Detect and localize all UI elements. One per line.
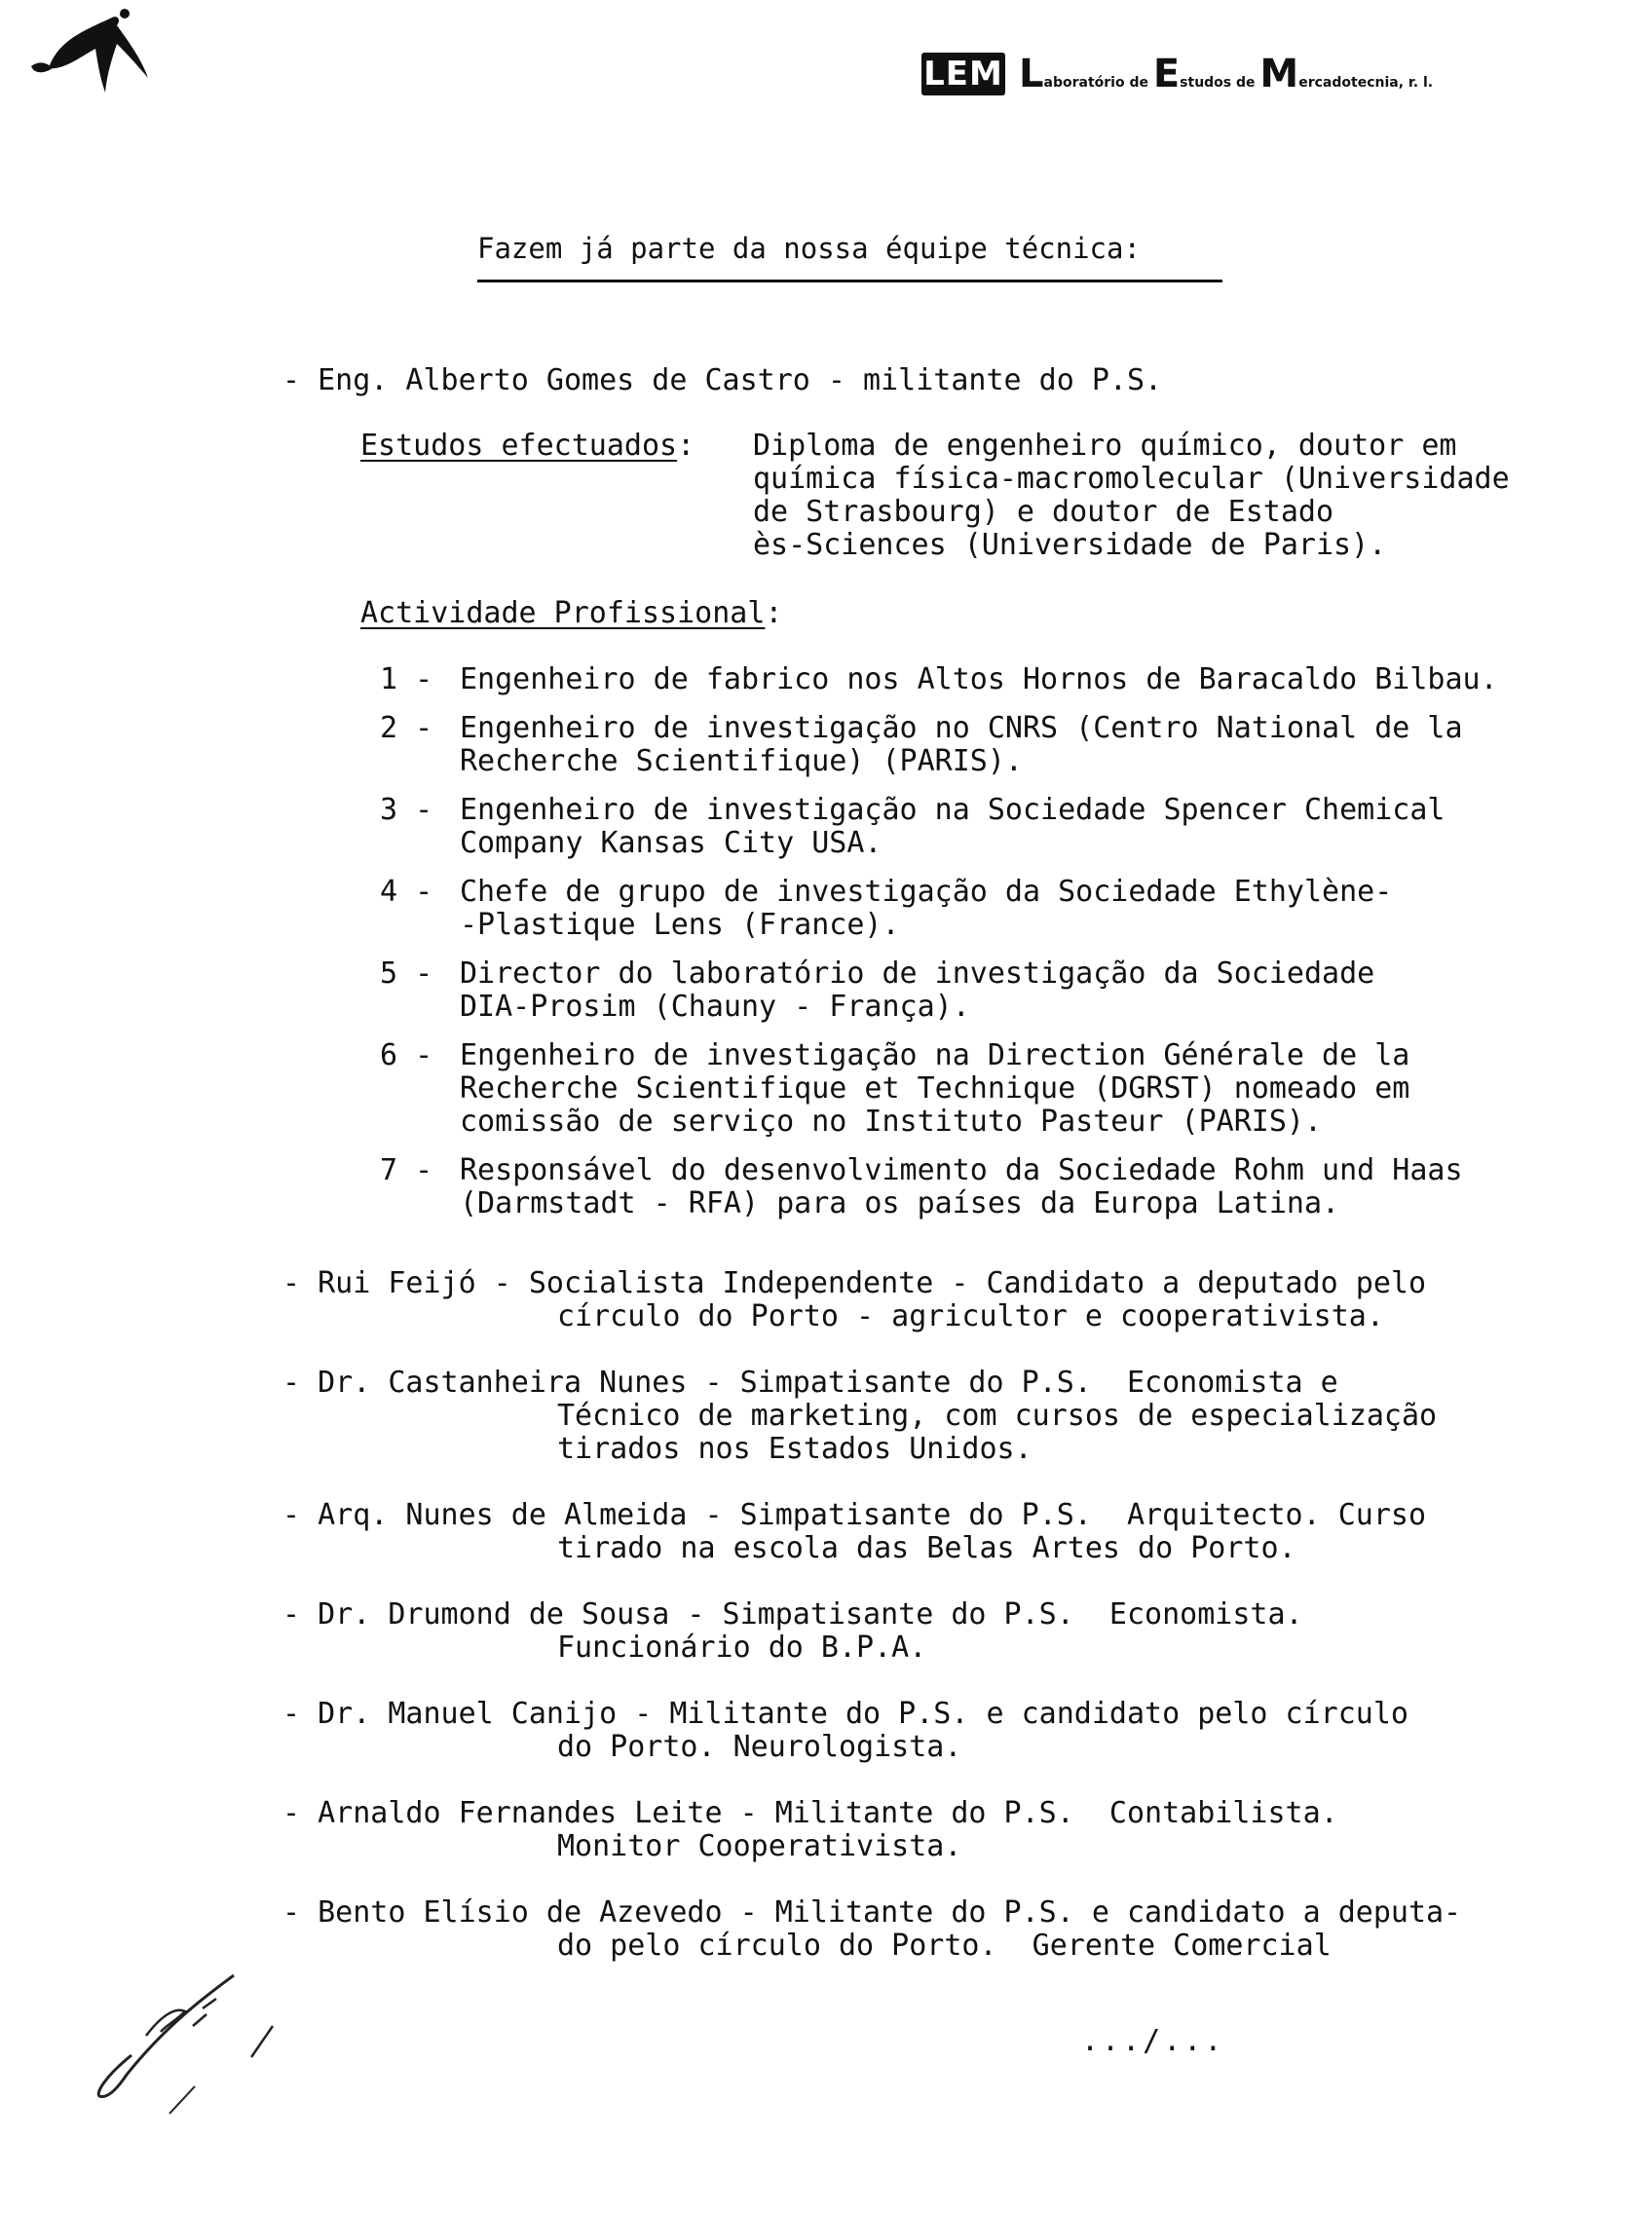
activity-line: Recherche Scientifique) (PARIS). [460,744,1023,778]
ink-blot-mark [19,0,156,107]
activity-number: 5 - [380,956,433,991]
member-line: - Bento Elísio de Azevedo - Militante do P.S. e candidato a deputa- [282,1895,1462,1930]
activity-line: comissão de serviço no Instituto Pasteur (PARIS). [460,1105,1323,1139]
member-line: - Arq. Nunes de Almeida - Simpatisante do P.S. Arquitecto. Curso [282,1498,1426,1532]
activity-line: Engenheiro de investigação na Sociedade Spencer Chemical [460,793,1446,827]
activity-heading: Actividade Profissional: [360,596,783,630]
member-line: - Dr. Manuel Canijo - Militante do P.S. e candidato pelo círculo [282,1697,1408,1731]
activity-line: Engenheiro de investigação na Direction Générale de la [460,1038,1410,1072]
member-line: do pelo círculo do Porto. Gerente Comercial [557,1929,1332,1963]
studies-heading: Estudos efectuados: [360,429,713,463]
activity-line: Chefe de grupo de investigação da Sociedade Ethylène- [460,875,1393,909]
activity-number: 7 - [380,1153,433,1187]
activity-line: Engenheiro de fabrico nos Altos Hornos de Baracaldo Bilbau. [460,662,1498,696]
member-line: tirado na escola das Belas Artes do Porto. [557,1531,1296,1565]
member-line: círculo do Porto - agricultor e cooperativista. [557,1299,1384,1333]
activity-line: (Darmstadt - RFA) para os países da Europa Latina. [460,1186,1340,1220]
activity-number: 1 - [380,662,433,696]
member-line: tirados nos Estados Unidos. [557,1432,1032,1466]
company-name: Laboratório de Estudos de Mercadotecnia, r. l. [1019,52,1434,96]
member-line: - Dr. Drumond de Sousa - Simpatisante do P.S. Economista. [282,1597,1303,1632]
studies-line: ès-Sciences (Universidade de Paris). [753,528,1387,562]
activity-line: Engenheiro de investigação no CNRS (Centro National de la [460,711,1463,745]
title-underline [477,280,1222,282]
member-line: Monitor Cooperativista. [557,1829,962,1863]
handwritten-signature [88,1968,302,2123]
document-title: Fazem já parte da nossa équipe técnica: [477,232,1141,265]
member-line: - Rui Feijó - Socialista Independente - Candidato a deputado pelo [282,1266,1426,1300]
activity-line: Director do laboratório de investigação da Sociedade [460,956,1375,991]
lem-logo: LEM [921,53,1005,95]
activity-number: 6 - [380,1038,433,1072]
activity-line: DIA-Prosim (Chauny - França). [460,990,970,1024]
activity-number: 4 - [380,875,433,909]
member-line: do Porto. Neurologista. [557,1730,962,1764]
page-continuation: .../... [1081,2024,1225,2058]
studies-line: Diploma de engenheiro químico, doutor em [753,429,1457,463]
member-line: - Dr. Castanheira Nunes - Simpatisante do P.S. Economista e [282,1366,1338,1400]
member-line: Funcionário do B.P.A. [557,1631,927,1665]
studies-line: química física-macromolecular (Universidade [753,462,1510,496]
studies-line: de Strasbourg) e doutor de Estado [753,495,1334,529]
activity-line: Recherche Scientifique et Technique (DGRST) nomeado em [460,1071,1410,1106]
member-line: - Arnaldo Fernandes Leite - Militante do P.S. Contabilista. [282,1796,1338,1830]
activity-line: Company Kansas City USA. [460,826,882,860]
activity-line: -Plastique Lens (France). [460,908,900,942]
member-line: Técnico de marketing, com cursos de especialização [557,1399,1438,1433]
activity-line: Responsável do desenvolvimento da Sociedade Rohm und Haas [460,1153,1463,1187]
activity-number: 2 - [380,711,433,745]
activity-number: 3 - [380,793,433,827]
member-name-line: - Eng. Alberto Gomes de Castro - militante do P.S. [282,363,1163,397]
